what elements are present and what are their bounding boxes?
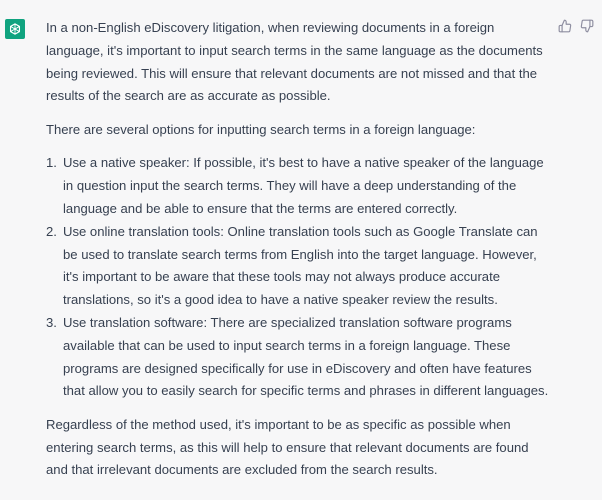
list-item-number: 1. xyxy=(46,155,57,171)
list-item-text: Use a native speaker: If possible, it's best to have a native speaker of the language in question input the search terms. They will have a deep understanding of the language and be able to ensure that the terms are entered correctly. xyxy=(63,155,544,217)
feedback-controls xyxy=(558,19,594,33)
openai-logo-icon xyxy=(8,22,22,36)
options-list xyxy=(46,152,551,403)
message-content xyxy=(46,17,551,482)
assistant-avatar xyxy=(5,19,25,39)
intro-paragraph: In a non-English eDiscovery litigation, when reviewing documents in a foreign language, it's important to input search terms in the same language as the documents being reviewed. This will ensure that relevant documents are not missed and that the results of the search are as accurate as possible. xyxy=(46,20,543,104)
list-item-text: Use translation software: There are specialized translation software programs available that can be used to input search terms in a foreign language. These programs are designed specifically for use in eDiscovery and often have features that allow you to easily search for specific terms and phrases in different languages. xyxy=(63,315,549,399)
list-item-number: 3. xyxy=(46,315,57,331)
list-item xyxy=(46,152,551,220)
dislike-button[interactable] xyxy=(580,19,594,33)
conclusion-paragraph: Regardless of the method used, it's important to be as specific as possible when entering search terms, as this will help to ensure that relevant documents are found and that irrelevant documents are excluded from the search results. xyxy=(46,416,529,478)
list-item xyxy=(46,312,551,403)
list-item-number: 2. xyxy=(46,223,57,239)
thumbs-up-icon xyxy=(558,19,572,33)
like-button[interactable] xyxy=(558,19,572,33)
options-lead-paragraph: There are several options for inputting search terms in a foreign language: xyxy=(46,121,476,137)
thumbs-down-icon xyxy=(580,19,594,33)
list-item-text: Use online translation tools: Online translation tools such as Google Translate can be used to translate search terms from English into the target language. However, it's important to be aware that these tools may not always produce accurate translations, so it's a good idea to have a native speaker review the results. xyxy=(63,223,538,308)
list-item xyxy=(46,221,551,312)
